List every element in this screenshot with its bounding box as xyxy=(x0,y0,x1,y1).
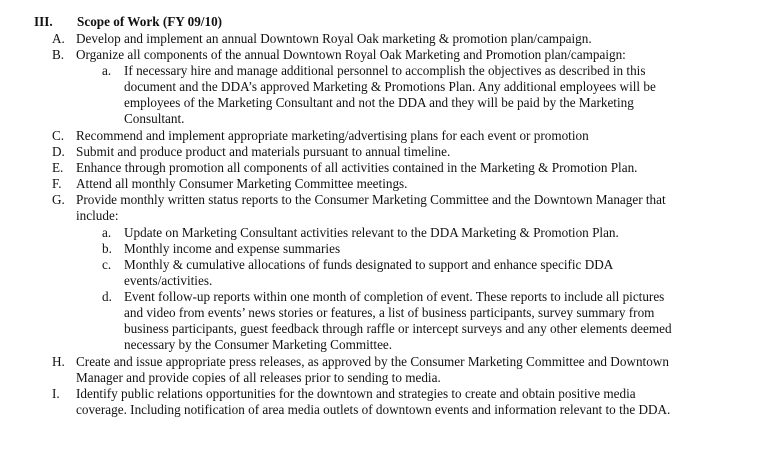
item-text-line: Attend all monthly Consumer Marketing Committee meetings. xyxy=(76,176,408,191)
sub-item-text-line: Monthly income and expense summaries xyxy=(124,241,341,256)
section-title: Scope of Work (FY 09/10) xyxy=(77,14,223,29)
item-marker: D. xyxy=(52,144,65,159)
item-marker: H. xyxy=(52,354,65,369)
sub-item-text-line: events/activities. xyxy=(124,273,213,288)
sub-item-text-line: necessary by the Consumer Marketing Committee. xyxy=(124,337,393,352)
item-marker: E. xyxy=(52,160,64,175)
sub-item-text-line: Event follow-up reports within one month of completion of event. These reports to include all pictures xyxy=(124,289,665,304)
sub-item-text-line: Monthly & cumulative allocations of funds designated to support and enhance specific DDA xyxy=(124,257,614,272)
sub-item-text-line: and video from events’ news stories or features, a list of business participants, survey summary from xyxy=(124,305,655,320)
item-text-line: Submit and produce product and materials pursuant to annual timeline. xyxy=(76,144,451,159)
item-text-line: Recommend and implement appropriate marketing/advertising plans for each event or promotion xyxy=(76,128,589,143)
sub-item-marker: d. xyxy=(102,289,112,304)
item-text-line: Enhance through promotion all components of all activities contained in the Marketing & Promotion Plan. xyxy=(76,160,638,175)
item-text-line: Develop and implement an annual Downtown Royal Oak marketing & promotion plan/campaign. xyxy=(76,31,592,46)
sub-item-marker: c. xyxy=(102,257,112,272)
item-text-line: Manager and provide copies of all releases prior to sending to media. xyxy=(76,370,441,385)
sub-item-text-line: document and the DDA’s approved Marketing & Promotions Plan. Any additional employees will be xyxy=(124,79,656,94)
section-heading xyxy=(34,14,222,30)
sub-item-text-line: Consultant. xyxy=(124,111,185,126)
sub-item-text-line: employees of the Marketing Consultant and not the DDA and they will be paid by the Marketing xyxy=(124,95,634,110)
sub-item-marker: a. xyxy=(102,225,112,240)
item-marker: A. xyxy=(52,31,65,46)
item-marker: G. xyxy=(52,192,65,207)
sub-item-text-line: Update on Marketing Consultant activities relevant to the DDA Marketing & Promotion Plan. xyxy=(124,225,619,240)
section-number: III. xyxy=(34,14,53,29)
item-marker: F. xyxy=(52,176,62,191)
sub-item-marker: a. xyxy=(102,63,112,78)
item-text-line: Identify public relations opportunities for the downtown and strategies to create and obtain positive media xyxy=(76,386,636,401)
item-text-line: Provide monthly written status reports to the Consumer Marketing Committee and the Downtown Manager that xyxy=(76,192,666,207)
item-marker: C. xyxy=(52,128,65,143)
sub-item-text-line: If necessary hire and manage additional personnel to accomplish the objectives as described in this xyxy=(124,63,646,78)
item-text-line: Create and issue appropriate press releases, as approved by the Consumer Marketing Committee and Downtown xyxy=(76,354,669,369)
item-text-line: coverage. Including notification of area media outlets of downtown events and information relevant to the DDA. xyxy=(76,402,671,417)
item-text-line: include: xyxy=(76,208,119,223)
item-marker: B. xyxy=(52,47,65,62)
item-marker: I. xyxy=(52,386,60,401)
sub-item-marker: b. xyxy=(102,241,112,256)
sub-item-text-line: business participants, guest feedback through raffle or intercept surveys and any other elements deemed xyxy=(124,321,672,336)
item-text-line: Organize all components of the annual Downtown Royal Oak Marketing and Promotion plan/campaign: xyxy=(76,47,626,62)
